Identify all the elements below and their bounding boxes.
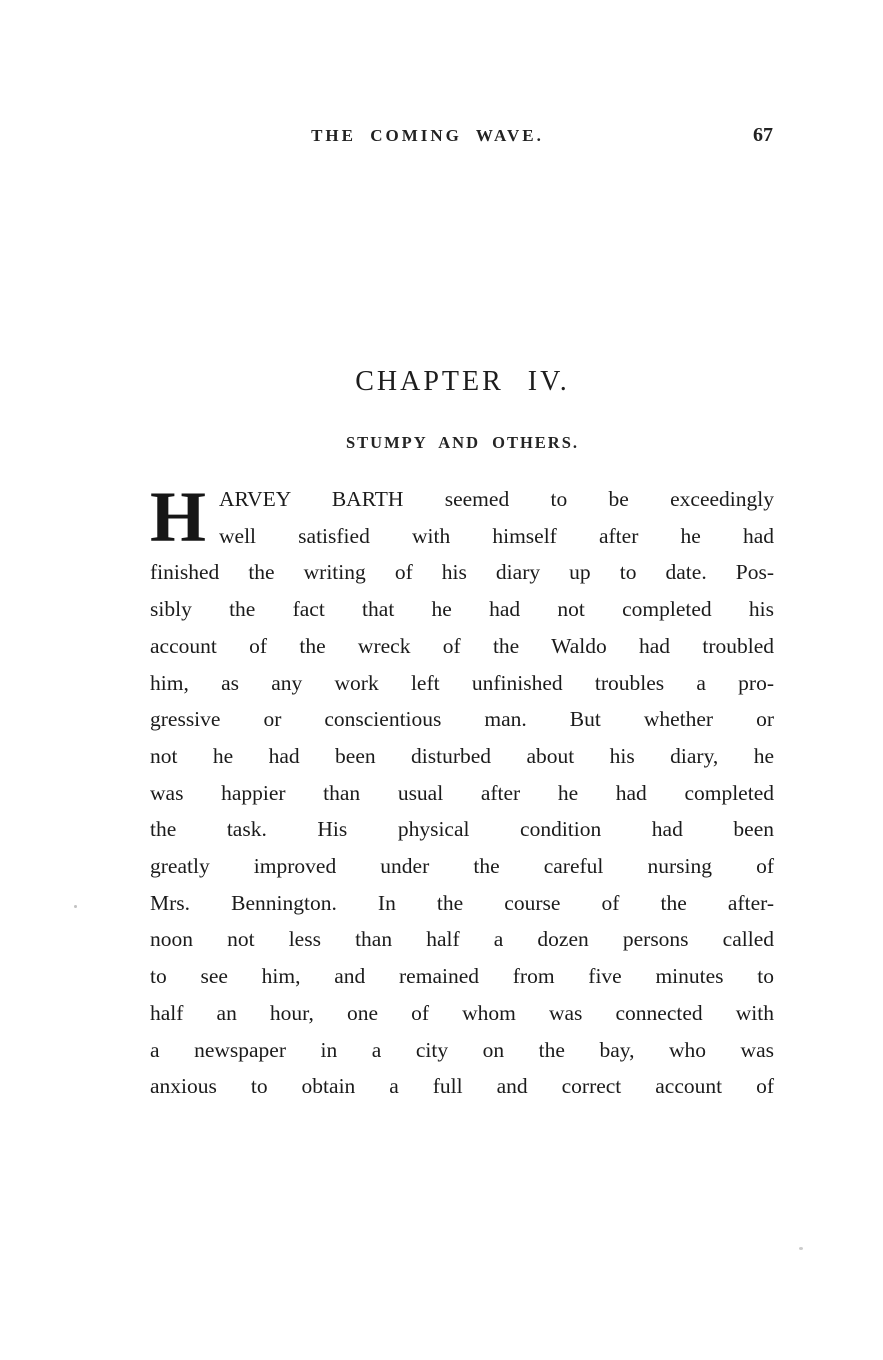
body-line: the task. His physical condition had been <box>150 817 774 842</box>
body-line: account of the wreck of the Waldo had troubled <box>150 633 774 658</box>
page-number: 67 <box>753 124 773 146</box>
drop-cap-letter: H <box>150 477 207 557</box>
body-line: half an hour, one of whom was connected with <box>150 1000 774 1025</box>
body-line: greatly improved under the careful nursing of <box>150 854 774 879</box>
body-line: him, as any work left unfinished troubles a pro- <box>150 670 774 695</box>
body-line: was happier than usual after he had completed <box>150 780 774 805</box>
body-line: noon not less than half a dozen persons called <box>150 927 774 952</box>
body-line: not he had been disturbed about his diary, he <box>150 743 774 768</box>
body-line: ARVEY BARTH seemed to be exceedingly <box>219 487 774 511</box>
scan-speck <box>74 905 77 908</box>
body-line: anxious to obtain a full and correct account of <box>150 1074 774 1099</box>
running-header-title: THE COMING WAVE. <box>311 126 544 145</box>
body-line: well satisfied with himself after he had <box>219 523 774 548</box>
body-line: finished the writing of his diary up to date. Pos- <box>150 560 774 585</box>
body-text-block <box>150 477 774 1105</box>
body-line: to see him, and remained from five minutes to <box>150 964 774 989</box>
body-line: Mrs. Bennington. In the course of the after- <box>150 890 774 915</box>
body-lines <box>150 477 774 1105</box>
body-line: a newspaper in a city on the bay, who was <box>150 1037 774 1062</box>
scan-speck <box>799 1247 803 1250</box>
body-line: sibly the fact that he had not completed his <box>150 597 774 622</box>
body-line: gressive or conscientious man. But whether or <box>150 707 774 732</box>
chapter-heading: CHAPTER IV. <box>355 366 570 397</box>
chapter-subtitle: STUMPY AND OTHERS. <box>345 433 580 452</box>
